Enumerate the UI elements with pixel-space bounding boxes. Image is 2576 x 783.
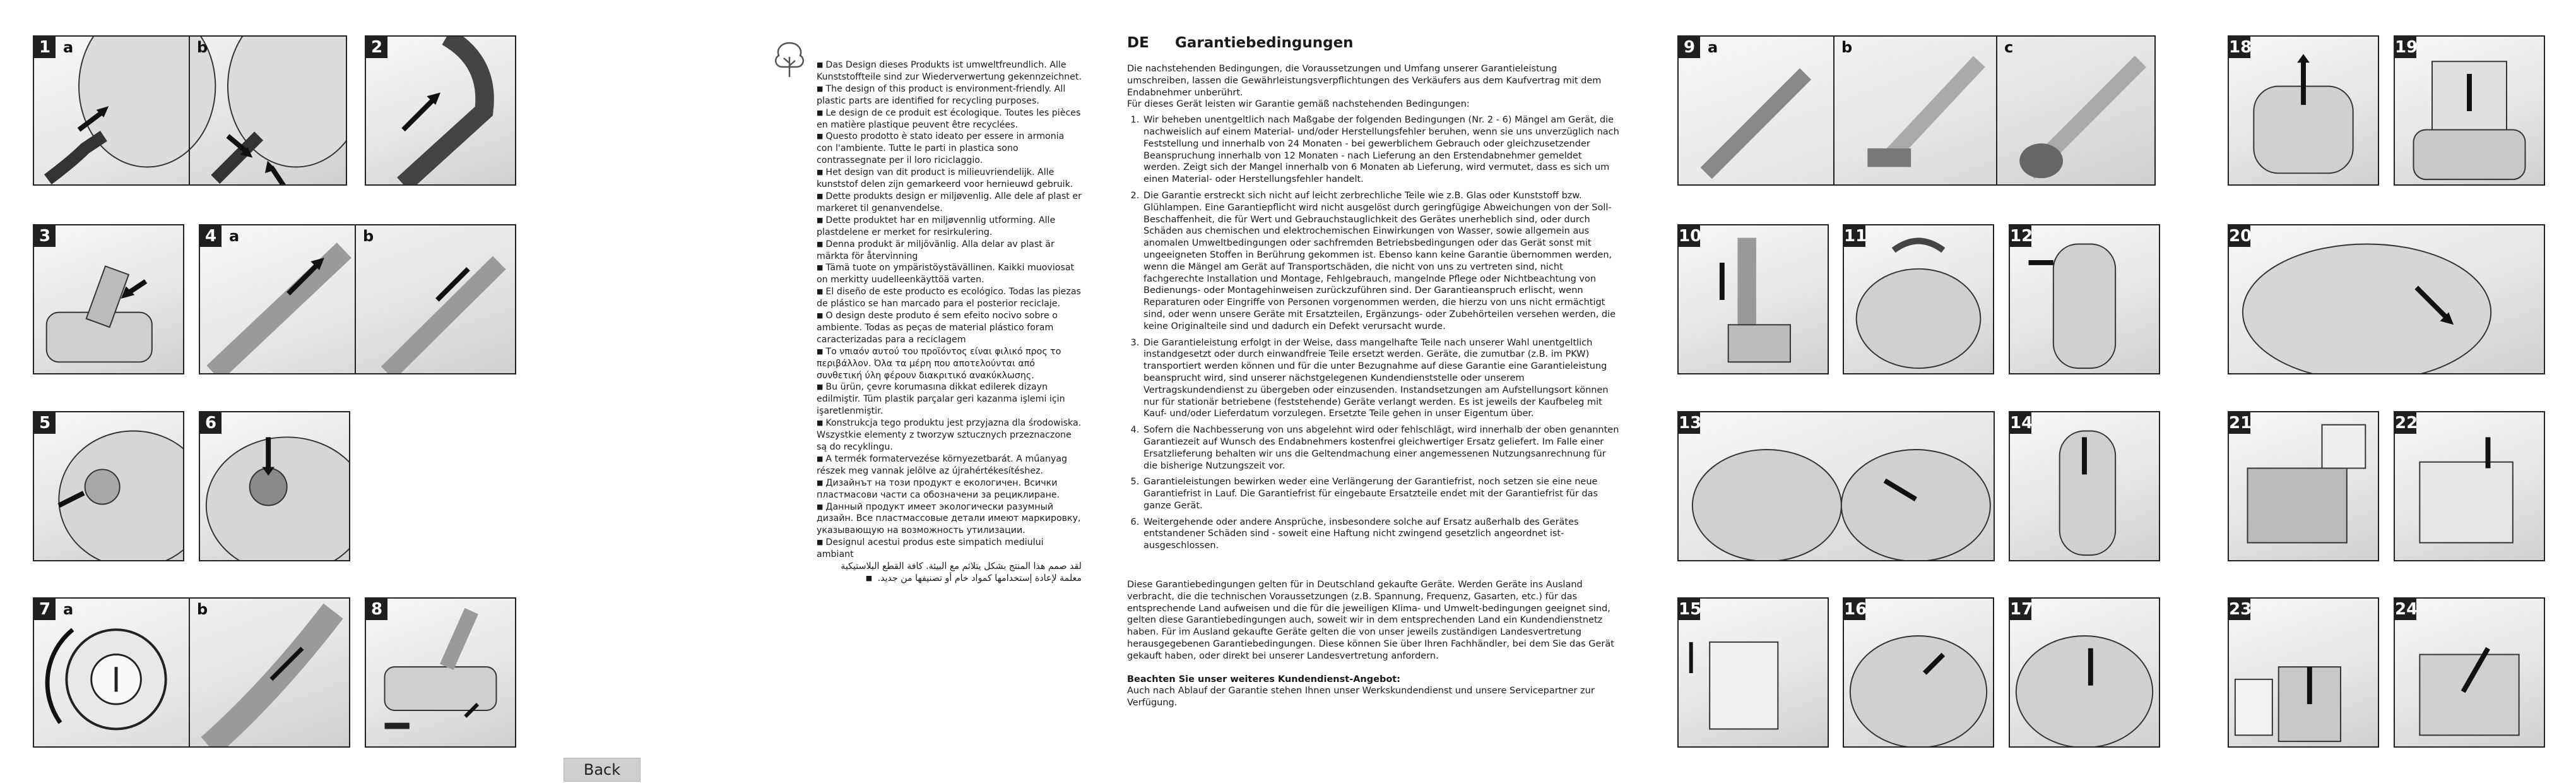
cord-rewind-illustration — [34, 412, 183, 560]
step-number: 16 — [1844, 600, 1867, 619]
step-number: 17 — [2010, 600, 2033, 619]
guarantee-condition: 2. Die Garantie erstreckt sich nicht auf leicht zerbrechliche Teile wie z.B. Glas oder Kunststoff bzw. Glühlampen. Eine Garantiepflicht wird nicht ausgelöst durch geringfügige Abweichungen von der Soll-Beschaffenheit, die für Wert und Gebrauchstauglichkeit des Gerätes unerheblich sind, oder durch Schäden aus chemischen und elektrochemischen Einwirkungen von Wasser, sowie allgemein aus anomalen Umweltbedingungen oder sachfremden Betriebsbedingungen oder das Gerät sonst mit ungeeigneten Stoffen in Berührung gekommen ist. Ebenso kann keine Garantie übernommen werden, wenn die Mängel am Gerät auf Transportschäden, die nicht von uns zu vertreten sind, nicht fachgerechte Installation und Montage, Fehlgebrauch, mangelnde Pflege oder Nichtbeachtung von Bedienungs- oder Montagehinweisen zurückzuführen sind. Der Garantieanspruch erlischt, wenn Reparaturen oder Eingriffe von Personen vorgenommen werden, die hierzu von uns nicht ermächtigt sind, oder wenn unsere Geräte mit Ersatzteilen, Ergänzungs- oder Zubehörteilen versehen werden, die keine Originalteile sind und dadurch ein Defekt verursacht wurde. — [1142, 190, 1619, 333]
illustration-panel-16 — [1843, 597, 1994, 748]
step-number: 2 — [366, 37, 387, 58]
accessory-storage-illustration — [1679, 412, 1994, 560]
eco-paragraph: ■ Tämä tuote on ympäristöystävällinen. Kaikki muoviosat on merkitty uudelleenkäyttöä varten. — [817, 263, 1075, 285]
illustration-panel-17 — [2009, 597, 2160, 748]
step-sub-label: b — [197, 601, 208, 618]
eco-paragraph: ■ The design of this product is environment-friendly. All plastic parts are identified for recycling purposes. — [817, 83, 1066, 106]
eco-paragraph: ■ El diseño de este producto es ecológico. Todas las piezas de plástico se han marcado para el posterior reciclaje. — [817, 287, 1081, 309]
illustration-panel-14 — [2009, 411, 2160, 561]
eco-paragraph: ■ Dette produktet har en miljøvennlig utforming. Alle plastdelene er merket for resirkulering. — [817, 215, 1056, 237]
step-number: 13 — [1679, 414, 1702, 433]
illustration-panel-6 — [199, 411, 350, 561]
illustration-panel-9 — [1677, 35, 2156, 186]
eco-paragraph: ■ Designul acestui produs este simpatich mediului ambiant — [817, 537, 1044, 560]
step-number: 5 — [34, 412, 56, 434]
power-switch-illustration — [200, 412, 349, 560]
carry-handle-illustration — [1844, 225, 1993, 373]
step-number: 7 — [34, 599, 56, 620]
eco-paragraph: ■ Dette produkts design er miljøvenlig. Alle dele af plast er markeret til genanvendelse. — [817, 191, 1082, 213]
illustration-panel-10 — [1677, 224, 1829, 374]
back-button[interactable]: Back — [564, 758, 641, 782]
step-number: 19 — [2395, 38, 2418, 57]
step-sub-label: b — [1841, 39, 1853, 56]
telescopic-tube-illustration — [200, 225, 515, 373]
guarantee-conditions-list — [1127, 114, 1619, 552]
illustration-panel-5 — [33, 411, 184, 561]
illustration-panel-12 — [2009, 224, 2160, 374]
step-number: 3 — [34, 225, 56, 247]
step-number: 20 — [2229, 227, 2252, 246]
illustration-panel-2 — [365, 35, 516, 186]
guarantee-outro: Diese Garantiebedingungen gelten für in Deutschland gekaufte Geräte. Werden Geräte ins Ausland verbracht, die die technischen Voraussetzungen (z.B. Spannung, Frequenz, Gasarten, etc.) für das entsprechende Land aufweisen und die für die jeweiligen Klima- und Umwelt-bedingungen geeignet sind, gelten diese Garantiebedingungen auch, soweit wir in dem entsprechenden Land ein Kundendienstnetz haben. Für im Ausland gekaufte Geräte gelten die von unser jeweils zuständigen Landesvertretung herausgegebenen Garantiebedingungen. Diese können Sie über Ihren Fachhändler, bei dem Sie das Gerät gekauft haben, oder direkt bei unserer Landesvertretung anfordern. — [1127, 580, 1614, 661]
guarantee-title: Garantiebedingungen — [1175, 35, 1354, 51]
step-sub-label: c — [2004, 39, 2014, 56]
eco-paragraph: ■ Konstrukcja tego produktu jest przyjazna dla środowiska. Wszystkie elementy z tworzyw sztucznych przeznaczone są do recyklingu. — [817, 418, 1082, 452]
step-sub-label: b — [197, 39, 208, 56]
parking-position-illustration — [1679, 225, 1828, 373]
illustration-panel-23 — [2228, 597, 2379, 748]
step-sub-label: b — [363, 227, 374, 245]
service-heading: Beachten Sie unser weiteres Kundendienst-Angebot: — [1127, 674, 1401, 684]
upright-storage-illustration — [2010, 225, 2159, 373]
step-number: 6 — [200, 412, 222, 434]
illustration-panel-15 — [1677, 597, 1829, 748]
step-number: 21 — [2229, 414, 2252, 433]
step-number: 9 — [1679, 37, 1700, 58]
filter-reinsert-illustration — [2395, 599, 2544, 746]
guarantee-intro: Für dieses Gerät leisten wir Garantie gemäß nachstehenden Bedingungen: — [1127, 99, 1470, 110]
step-number: 22 — [2395, 414, 2418, 433]
guarantee-condition: 5. Garantieleistungen bewirken weder eine Verlängerung der Garantiefrist, noch setzen sie eine neue Garantiefrist in Lauf. Die Garantiefrist für eingebaute Ersatzteile endet mit der Garantiefrist für das ganze Gerät. — [1142, 476, 1619, 511]
suction-control-illustration — [34, 599, 349, 746]
hose-storage-illustration — [2010, 412, 2159, 560]
illustration-panel-3 — [33, 224, 184, 374]
guarantee-intro: Die nachstehenden Bedingungen, die Voraussetzungen und Umfang unserer Garantieleistung umschreiben, lassen die Gewährleistungsverpflichtungen des Verkäufers aus dem Kaufvertrag mit dem Endabnehmer unberührt. — [1127, 64, 1602, 98]
guarantee-text — [1127, 63, 1619, 709]
exhaust-filter-illustration — [2395, 412, 2544, 560]
eco-design-text-column — [817, 59, 1082, 585]
illustration-panel-21 — [2228, 411, 2379, 561]
illustration-panel-22 — [2394, 411, 2545, 561]
step-sub-label: a — [1708, 39, 1718, 56]
illustration-panel-8 — [365, 597, 516, 748]
bag-insert-illustration — [2010, 599, 2159, 746]
dust-bag-indicator-illustration — [2229, 37, 2378, 184]
eco-paragraph: ■ Le design de ce produit est écologique. Toutes les pièces en matière plastique peuvent être recyclées. — [817, 107, 1081, 130]
vacuum-hose-connect-illustration — [34, 37, 346, 184]
illustration-panel-24 — [2394, 597, 2545, 748]
eco-paragraph: ■ Das Design dieses Produkts ist umweltfreundlich. Alle Kunststoffteile sind zur Wiederverwertung gekennzeichnet. — [817, 60, 1082, 82]
eco-paragraph: ■ Дизайнът на този продукт е екологичен. Всички пластмасови части са обозначени за рециклиране. — [817, 477, 1060, 500]
dust-bag-remove-illustration — [2395, 37, 2544, 184]
eco-paragraph: ■ O design deste produto é sem efeito nocivo sobre o ambiente. Todas as peças de material plástico foram caracterizadas para a reciclagem — [817, 311, 1058, 345]
illustration-panel-13 — [1677, 411, 1995, 561]
eco-paragraph: ■ A termék formatervezése környezetbarát. A műanyag részek meg vannak jelölve az újrahértékesítéshez. — [817, 453, 1068, 476]
eco-paragraph: ■ Το νπιαόν αυτού του προϊόντος είναι φιλικό προς το περιβάλλον. Όλα τα μέρη που αποτελούνται από συνθετική ύλη φέρουν διακριτικό ανακύκλωσης. — [817, 346, 1061, 381]
eco-paragraph: ■ Questo prodotto è stato ideato per essere in armonia con l'ambiente. Tutte le parti in plastica sono contrassegnate per il loro riciclaggio. — [817, 131, 1065, 166]
filter-bag-illustration — [1679, 599, 1828, 746]
tree-eco-icon — [770, 38, 809, 80]
accessory-nozzles-illustration — [1679, 37, 2154, 184]
step-number: 12 — [2010, 227, 2033, 246]
step-number: 23 — [2229, 600, 2252, 619]
step-number: 15 — [1679, 600, 1702, 619]
illustration-panel-18 — [2228, 35, 2379, 186]
step-number: 14 — [2010, 414, 2033, 433]
guarantee-condition: 1. Wir beheben unentgeltlich nach Maßgabe der folgenden Bedingungen (Nr. 2 - 6) Mängel am Gerät, die nachweislich auf einem Material- und/oder Herstellungsfehler beruhen, wenn sie uns unverzüglich nach Feststellung und innerhalb von 24 Monaten - bei gewerblichem Gebrauch oder gleichzusetzender Beanspruchung innerhalb von 12 Monaten - nach Lieferung an den Erstendabnehmer gemeldet werden. Zeigt sich der Mangel innerhalb von 6 Monaten ab Lieferung, wird vermutet, dass es sich um einen Material- oder Herstellungsfehler handelt. — [1142, 114, 1619, 186]
step-sub-label: a — [63, 601, 74, 618]
guarantee-condition: 3. Die Garantieleistung erfolgt in der Weise, dass mangelhafte Teile nach unserer Wahl unentgeltlich instandgesetzt oder durch einwandfreie Teile ersetzt werden. Geräte, die zumutbar (z.B. im PKW) transportiert werden können und für die unter Bezugnahme auf diese Garantie eine Garantieleistung beansprucht wird, sind unserer nächstgelegenen Kundendienststelle oder unserem Vertragskundendienst zu übergeben oder einzusenden. Instandsetzungen am Aufstellungsort können nur für stationär betriebene (feststehende) Geräte verlangt werden. Es ist jeweils der Kaufbeleg mit Kauf- und/oder Lieferdatum vorzulegen. Ersetzte Teile gehen in unser Eigentum über. — [1142, 337, 1619, 421]
step-number: 8 — [366, 599, 387, 620]
eco-paragraph: ■ Denna produkt är miljövänlig. Alla delar av plast är märkta för återvinning — [817, 239, 1055, 261]
illustration-panel-20 — [2228, 224, 2545, 374]
illustration-panel-19 — [2394, 35, 2545, 186]
illustration-panel-11 — [1843, 224, 1994, 374]
open-lid-illustration — [2229, 225, 2544, 373]
step-sub-label: a — [229, 227, 240, 245]
eco-paragraph: ■ Het design van dit product is milieuvriendelijk. Alle kunststof delen zijn gemarkeerd voor hernieuwd gebruik. — [817, 167, 1073, 190]
illustration-panel-1 — [33, 35, 347, 186]
step-sub-label: a — [63, 39, 74, 56]
illustration-panel-4 — [199, 224, 516, 374]
step-number: 11 — [1844, 227, 1867, 246]
floor-nozzle-switch-illustration — [366, 599, 515, 746]
filter-cassette-illustration — [2229, 599, 2378, 746]
step-number: 18 — [2229, 38, 2252, 57]
motor-filter-illustration — [2229, 412, 2378, 560]
step-number: 10 — [1679, 227, 1702, 246]
eco-paragraph-arabic: لقد صمم هذا المنتج بشكل يتلائم مع البيئة. كافة القطع البلاستيكية معلمة لإعادة إستخدامها كمواد خام أو تصنيفها من جديد. ■ — [841, 561, 1082, 583]
step-number: 24 — [2395, 600, 2418, 619]
floor-nozzle-attach-illustration — [34, 225, 183, 373]
guarantee-condition: 6. Weitergehende oder andere Ansprüche, insbesondere solche auf Ersatz außerhalb des Gerätes entstandener Schäden sind - soweit eine Haftung nicht zwingend gesetzlich angeordnet ist- ausgeschlossen. — [1142, 517, 1619, 552]
step-number: 1 — [34, 37, 56, 58]
language-code: DE — [1127, 35, 1149, 51]
step-number: 4 — [200, 225, 222, 247]
lid-open-hand-illustration — [1844, 599, 1993, 746]
eco-paragraph: ■ Данный продукт имеет экологически разумный дизайн. Все пластмассовые детали имеют маркировку, указывающую на возможность утилизации. — [817, 501, 1081, 536]
handle-connect-illustration — [366, 37, 515, 184]
service-text: Auch nach Ablauf der Garantie stehen Ihnen unser Werkskundendienst und unsere Servicepartner zur Verfügung. — [1127, 686, 1595, 708]
guarantee-heading — [1127, 35, 1354, 51]
eco-paragraph: ■ Bu ürün, çevre korumasına dikkat edilerek dizayn edilmiştir. Tüm plastik parçalar geri kazanma işlemi için işaretlenmiştir. — [817, 382, 1065, 417]
guarantee-condition: 4. Sofern die Nachbesserung von uns abgelehnt wird oder fehlschlägt, wird innerhalb der oben genannten Garantiezeit auf Wunsch des Endabnehmers kostenfrei gleichwertiger Ersatz geliefert. Im Falle einer Ersatzlieferung behalten wir uns die Geltendmachung einer angemessenen Nutzungsanrechnung für die bisherige Nutzungszeit vor. — [1142, 424, 1619, 472]
illustration-panel-7 — [33, 597, 350, 748]
